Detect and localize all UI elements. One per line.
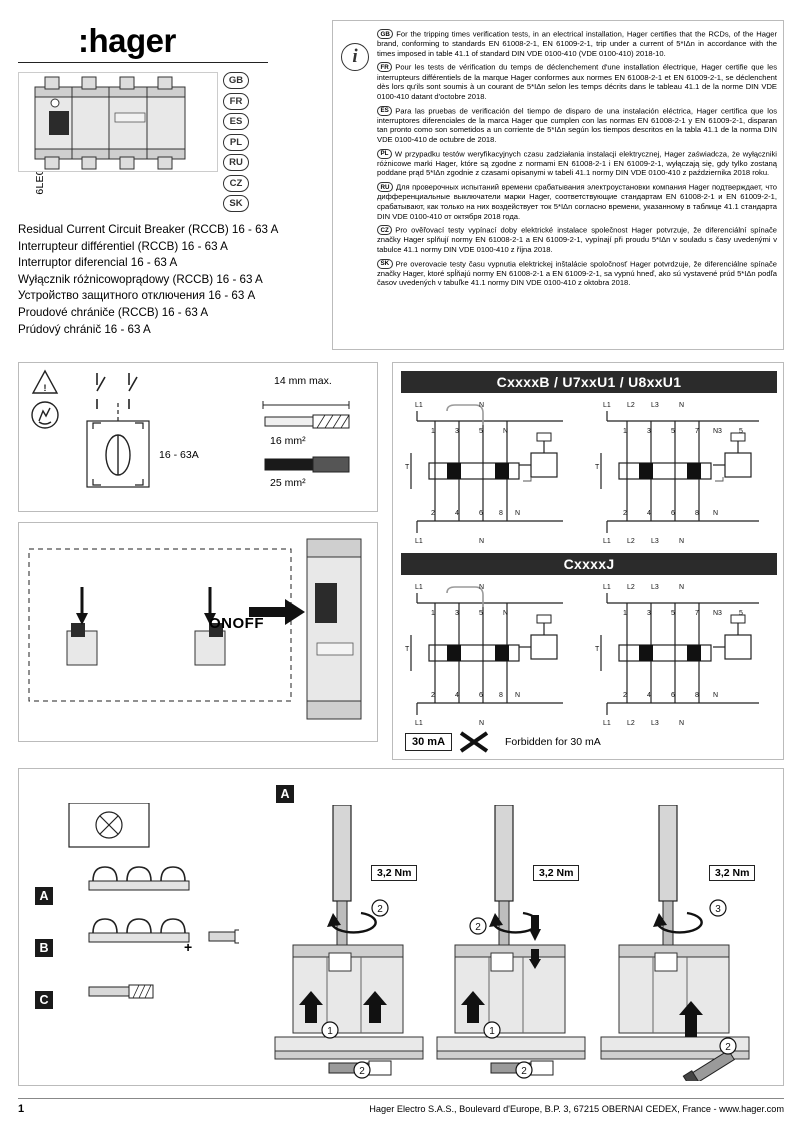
svg-text:2: 2: [475, 922, 481, 933]
notice-panel: [332, 20, 784, 350]
svg-text:2: 2: [377, 904, 383, 915]
svg-text:1: 1: [431, 610, 435, 617]
svg-text:L1: L1: [415, 584, 423, 591]
svg-text:L2: L2: [627, 720, 635, 727]
notice-body-cz: Pro ověřovací testy vypínací doby elektrické instalace společnost Hager potvrzuje, že diferenciální spínače značky Hager splňují normy EN 61008-2-1 a EN 61009-2-1, vypínají při proudu 5*IΔn v souladu s časy uvedenými v tabulce 41.1 normy DIN VDE 0100-410 z října 2018.: [377, 225, 777, 254]
svg-text:2: 2: [431, 692, 435, 699]
svg-text:N: N: [713, 510, 719, 517]
svg-text:N: N: [679, 584, 685, 591]
notice-body-ru: Для проверочных испытаний времени срабатывания электроустановки компания Hager подтверждает, что дифференциальные выключатели марки Hager, соответствующие стандартам EN 61008-2-1 и EN 61009-2-1, срабатывают, как только на них воздействует ток 5*IΔn согласно времени, указанному в таблице 41.1 стандарта DIN VDE 0100-410 от октября 2018 года.: [377, 182, 777, 221]
notice-paragraph-es: [377, 106, 777, 145]
product-title-es: Interruptor diferencial 16 - 63 A: [18, 256, 178, 270]
svg-text:L1: L1: [415, 538, 423, 545]
svg-text:6: 6: [479, 510, 483, 517]
svg-text:L1: L1: [603, 584, 611, 591]
schematic-header-bottom: CxxxxJ: [401, 553, 777, 575]
legend-badge-c: C: [35, 991, 53, 1009]
notice-body-gb: For the tripping times verification tests, in an electrical installation, Hager certifies that the RCDs, of the Hager brand, conforming to standards EN 61008-2-1, EN 61009-2-1, trip under a current of 5*IΔn in accordance with the times imposed in table 41.1 of standard DIN VDE 0100-410 (VDE 0100-410) 2018-10.: [377, 29, 777, 58]
svg-text:8: 8: [499, 510, 503, 517]
svg-text:3: 3: [647, 610, 651, 617]
product-title-pl: Wyłącznik różnicowoprądowy (RCCB) 16 - 63 A: [18, 272, 263, 286]
svg-text:1: 1: [623, 428, 627, 435]
svg-text:5: 5: [479, 610, 483, 617]
svg-text:2: 2: [623, 692, 627, 699]
forbidden-cross-icon: [455, 729, 495, 755]
wiring-diagram-panel: [392, 362, 784, 760]
svg-text:8: 8: [499, 692, 503, 699]
callout-c3: [709, 899, 727, 917]
svg-text:N: N: [679, 402, 685, 409]
callout-b2b: [515, 1061, 533, 1079]
svg-text:T: T: [595, 464, 600, 471]
notice-paragraph-ru: [377, 182, 777, 221]
notice-paragraph-gb: [377, 29, 777, 58]
svg-text:5: 5: [671, 428, 675, 435]
svg-text:5: 5: [671, 610, 675, 617]
svg-text:L2: L2: [627, 402, 635, 409]
page-number: 1: [18, 1103, 25, 1115]
lang-tag-pl: PL: [377, 149, 392, 159]
svg-text:3: 3: [715, 904, 721, 915]
language-badge-sk: SK: [223, 195, 249, 212]
svg-text:2: 2: [725, 1042, 731, 1053]
svg-text:2: 2: [359, 1066, 365, 1077]
product-title-list: [18, 222, 338, 338]
svg-text:N: N: [503, 610, 509, 617]
svg-text:3: 3: [455, 428, 459, 435]
torque-label-b: 3,2 Nm: [533, 865, 579, 881]
legend-badge-b: B: [35, 939, 53, 957]
wire-preparation-panel: [18, 362, 378, 512]
svg-text:4: 4: [455, 692, 459, 699]
step-illustration-a: [269, 805, 429, 1081]
svg-text:T: T: [405, 646, 410, 653]
torque-label-c: 3,2 Nm: [709, 865, 755, 881]
schematic-top-right: [593, 397, 775, 547]
notice-body-fr: Pour les tests de vérification du temps de déclenchement d'une installation électrique, Hager certifie que les interrupteurs différentiels de la marque Hager conformes aux normes EN 61008-2-1 et EN 61009-2-1, se déclenchent dès lors qu'ils sont soumis à un courant de 5*IΔn selon les temps décrits dans le tableau 41.1 de la norme DIN VDE 0100-410 datant d'octobre 2018.: [377, 63, 777, 101]
installation-panel: [18, 768, 784, 1086]
terminal-legend: [59, 803, 239, 1043]
stranded-section-label: 25 mm²: [270, 477, 306, 489]
svg-text:5: 5: [739, 428, 743, 435]
footer-address: Hager Electro S.A.S., Boulevard d'Europe, B.P. 3, 67215 OBERNAI CEDEX, France - www.hager.com: [369, 1104, 784, 1114]
svg-text:7: 7: [695, 610, 699, 617]
callout-a1: [321, 1021, 339, 1039]
svg-text:N: N: [479, 402, 485, 409]
lang-tag-ru: RU: [377, 182, 393, 192]
schematic-top-left: [403, 397, 579, 547]
info-icon: i: [341, 43, 369, 71]
svg-text:N: N: [503, 428, 509, 435]
strip-length-label: 14 mm max.: [274, 375, 332, 387]
svg-text:N: N: [479, 538, 485, 545]
callout-b1: [483, 1021, 501, 1039]
svg-text:N3: N3: [713, 610, 722, 617]
svg-text:N: N: [479, 584, 485, 591]
svg-text:L3: L3: [651, 720, 659, 727]
svg-text:L1: L1: [415, 720, 423, 727]
language-badge-fr: FR: [223, 93, 249, 110]
language-list: [223, 72, 263, 216]
schematic-bottom-right: [593, 579, 775, 729]
svg-text:L1: L1: [603, 538, 611, 545]
svg-text:6: 6: [671, 510, 675, 517]
lang-tag-es: ES: [377, 106, 392, 116]
language-badge-ru: RU: [223, 154, 249, 171]
onoff-label: ONOFF: [209, 615, 264, 632]
schematic-header-top: CxxxxB / U7xxU1 / U8xxU1: [401, 371, 777, 393]
notice-paragraph-pl: [377, 149, 777, 178]
svg-text:8: 8: [695, 510, 699, 517]
step-illustration-c: [595, 805, 765, 1081]
svg-text:L3: L3: [651, 538, 659, 545]
svg-text:8: 8: [695, 692, 699, 699]
svg-text:1: 1: [431, 428, 435, 435]
svg-text:L1: L1: [415, 402, 423, 409]
svg-text:L1: L1: [603, 402, 611, 409]
svg-text:3: 3: [647, 428, 651, 435]
rating-label: 16 - 63A: [159, 449, 199, 461]
svg-text:L2: L2: [627, 538, 635, 545]
svg-text:4: 4: [647, 692, 651, 699]
legend-plus-sign: +: [184, 939, 193, 955]
solid-section-label: 16 mm²: [270, 435, 306, 447]
lang-tag-fr: FR: [377, 62, 392, 72]
product-title-sk: Prúdový chránič 16 - 63 A: [18, 322, 151, 336]
notice-paragraph-sk: [377, 259, 777, 288]
header-rule: [18, 62, 268, 63]
lang-tag-sk: SK: [377, 259, 393, 269]
product-title-en: Residual Current Circuit Breaker (RCCB) 16 - 63 A: [18, 223, 279, 236]
svg-text:4: 4: [455, 510, 459, 517]
product-title-ru: Устройство защитного отключения 16 - 63 A: [18, 289, 256, 303]
step-badge-a: A: [276, 785, 294, 803]
svg-text:1: 1: [327, 1026, 333, 1037]
svg-text:1: 1: [623, 610, 627, 617]
svg-text:5: 5: [739, 610, 743, 617]
product-title-cz: Proudové chrániče (RCCB) 16 - 63 A: [18, 305, 209, 319]
svg-text:N: N: [679, 538, 685, 545]
svg-text:!: !: [43, 383, 47, 393]
svg-text:T: T: [405, 464, 410, 471]
svg-text:1: 1: [489, 1026, 495, 1037]
svg-text:2: 2: [521, 1066, 527, 1077]
svg-text:4: 4: [647, 510, 651, 517]
footer-rule: [18, 1098, 784, 1099]
svg-text:3: 3: [455, 610, 459, 617]
language-badge-es: ES: [223, 113, 249, 130]
svg-text:N: N: [515, 510, 521, 517]
notice-text-block: [377, 29, 777, 292]
svg-text:5: 5: [479, 428, 483, 435]
language-badge-pl: PL: [223, 134, 249, 151]
hager-logo: :hager: [78, 22, 176, 59]
onoff-operation-panel: [18, 522, 378, 742]
svg-text:6: 6: [671, 692, 675, 699]
svg-text:L3: L3: [651, 584, 659, 591]
notice-body-sk: Pre overovacie testy času vypnutia elektrickej inštalácie spoločnosť Hager potvrdzuje, že diferenciálne spínače značky Hager, ktoré spĺňajú normy EN 61008-2-1 a EN 61009-2-1, sa vypnú hneď, ako sú vystavené prúd 5*IΔn podľa časov uvedených v tabuľke 41.1 normy DIN VDE 0100-410 z oktobra 2018.: [377, 259, 777, 288]
callout-a2b: [353, 1061, 371, 1079]
svg-text:N3: N3: [713, 428, 722, 435]
svg-text:N: N: [679, 720, 685, 727]
svg-text:2: 2: [431, 510, 435, 517]
notice-body-pl: W przypadku testów weryfikacyjnych czasu zadziałania instalacji elektrycznej, Hager zaświadcza, że wyłączniki różnicowe marki Hager, które są zgodne z normami EN 61008-2-1 i EN 61009-2-1, wyłączają się, gdy tylko zostaną poddane prąd 5*IΔn zgodnie z czasami opisanymi w tabeli 41.1 normy DIN VDE 0100-410 z października 2018 roku.: [377, 149, 777, 178]
svg-text:N: N: [515, 692, 521, 699]
product-title-fr: Interrupteur différentiel (RCCB) 16 - 63 A: [18, 239, 228, 253]
forbidden-note: Forbidden for 30 mA: [505, 736, 601, 748]
notice-body-es: Para las pruebas de verificación del tiempo de disparo de una instalación eléctrica, Hager certifica que los interruptores diferenciales de la marca Hager que cumplen con las normas EN 61008-2-1 y EN 61009-2-1, disparan tan pronto como son sometidos a un corriente de 5*IΔn según los tiempos descritos en la tabla 41.1 de la norma DIN VDE 0100-410 de octubre de 2018.: [377, 106, 777, 144]
svg-text:L1: L1: [603, 720, 611, 727]
notice-paragraph-fr: [377, 62, 777, 101]
language-badge-gb: GB: [223, 72, 249, 89]
step-illustration-b: [431, 805, 591, 1081]
svg-text:L2: L2: [627, 584, 635, 591]
svg-text:N: N: [713, 692, 719, 699]
callout-a2: [371, 899, 389, 917]
svg-text:7: 7: [695, 428, 699, 435]
product-image: [18, 72, 218, 172]
lang-tag-gb: GB: [377, 29, 393, 39]
callout-b2: [469, 917, 487, 935]
schematic-bottom-left: [403, 579, 579, 729]
svg-text:2: 2: [623, 510, 627, 517]
torque-label-a: 3,2 Nm: [371, 865, 417, 881]
current-rating-badge: 30 mA: [405, 733, 452, 751]
lang-tag-cz: CZ: [377, 225, 392, 235]
notice-paragraph-cz: [377, 225, 777, 254]
language-badge-cz: CZ: [223, 175, 249, 192]
callout-c2: [719, 1037, 737, 1055]
svg-text:T: T: [595, 646, 600, 653]
svg-text:N: N: [479, 720, 485, 727]
svg-text:6: 6: [479, 692, 483, 699]
legend-badge-a: A: [35, 887, 53, 905]
svg-text:L3: L3: [651, 402, 659, 409]
